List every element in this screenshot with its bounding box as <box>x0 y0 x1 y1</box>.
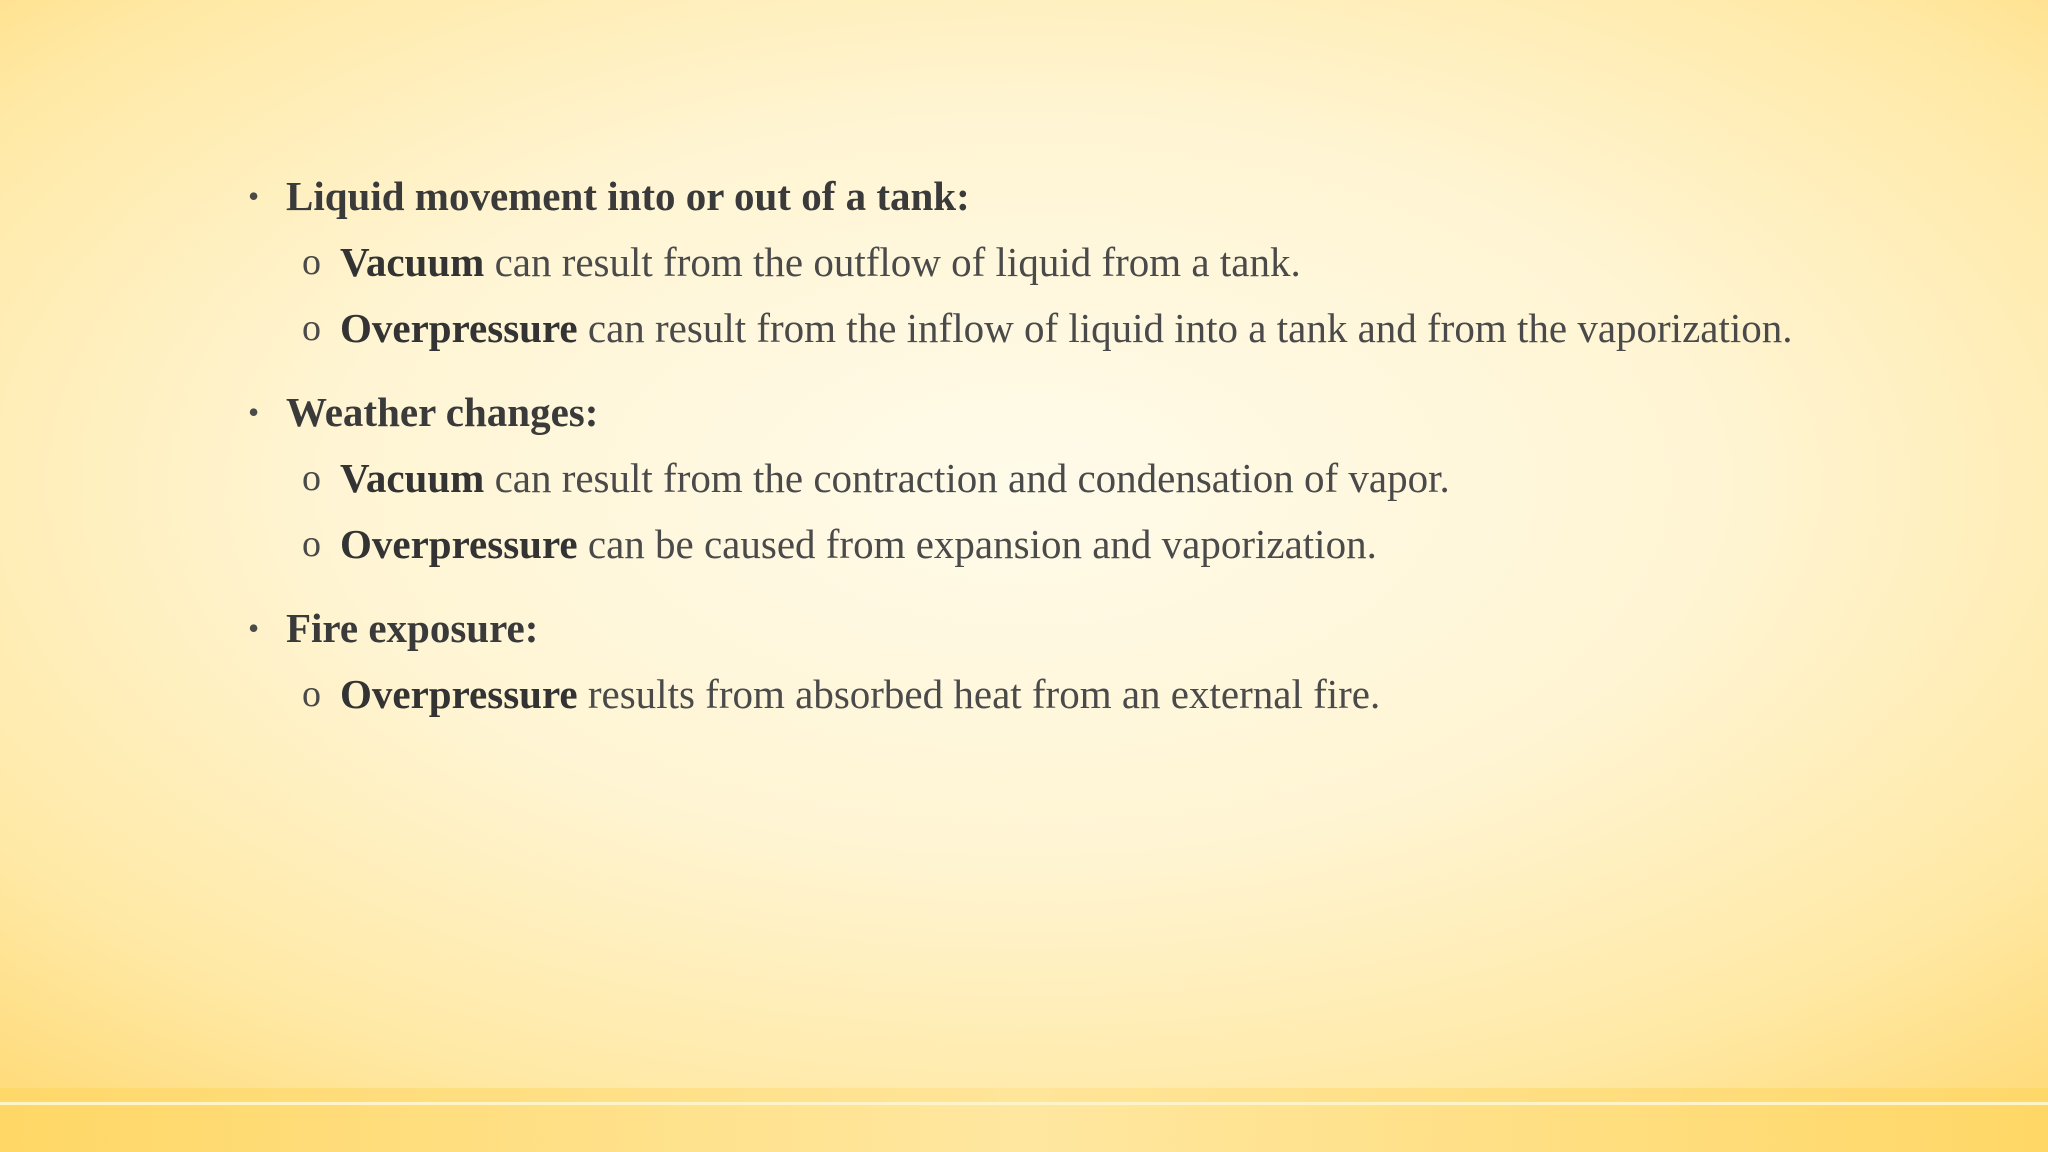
sub-bullet <box>248 520 1808 568</box>
bullet-weather-changes <box>248 388 1808 436</box>
bullet-dot-icon: • <box>248 610 260 646</box>
bullet-liquid-movement <box>248 172 1808 220</box>
circle-bullet-icon: o <box>302 673 321 715</box>
bullet-dot-icon: • <box>248 394 260 430</box>
sub-bullet-term: Overpressure <box>340 521 578 567</box>
slide-content <box>248 172 1808 718</box>
sub-bullet-term: Vacuum <box>340 239 485 285</box>
circle-bullet-icon: o <box>302 457 321 499</box>
sub-bullet-text: can result from the contraction and condensation of vapor. <box>484 455 1450 501</box>
bullet-fire-exposure <box>248 604 1808 652</box>
footer-accent-bar <box>0 1088 2048 1102</box>
sub-bullet <box>248 238 1808 286</box>
circle-bullet-icon: o <box>302 307 321 349</box>
circle-bullet-icon: o <box>302 523 321 565</box>
sub-bullet <box>248 304 1808 352</box>
footer-band <box>0 1105 2048 1152</box>
sub-bullet-term: Vacuum <box>340 455 485 501</box>
sub-bullet-text: can be caused from expansion and vaporization. <box>577 521 1377 567</box>
sub-bullet-text: can result from the inflow of liquid into a tank and from the vaporization. <box>577 305 1793 351</box>
circle-bullet-icon: o <box>302 241 321 283</box>
sub-bullet <box>248 670 1808 718</box>
bullet-dot-icon: • <box>248 178 260 214</box>
bullet-heading: Fire exposure: <box>286 605 539 651</box>
sub-bullet-term: Overpressure <box>340 671 578 717</box>
sub-bullet-term: Overpressure <box>340 305 578 351</box>
bullet-heading: Weather changes: <box>286 389 599 435</box>
sub-bullet-text: results from absorbed heat from an external fire. <box>577 671 1381 717</box>
sub-bullet-text: can result from the outflow of liquid from a tank. <box>484 239 1301 285</box>
bullet-heading: Liquid movement into or out of a tank: <box>286 173 970 219</box>
sub-bullet <box>248 454 1808 502</box>
